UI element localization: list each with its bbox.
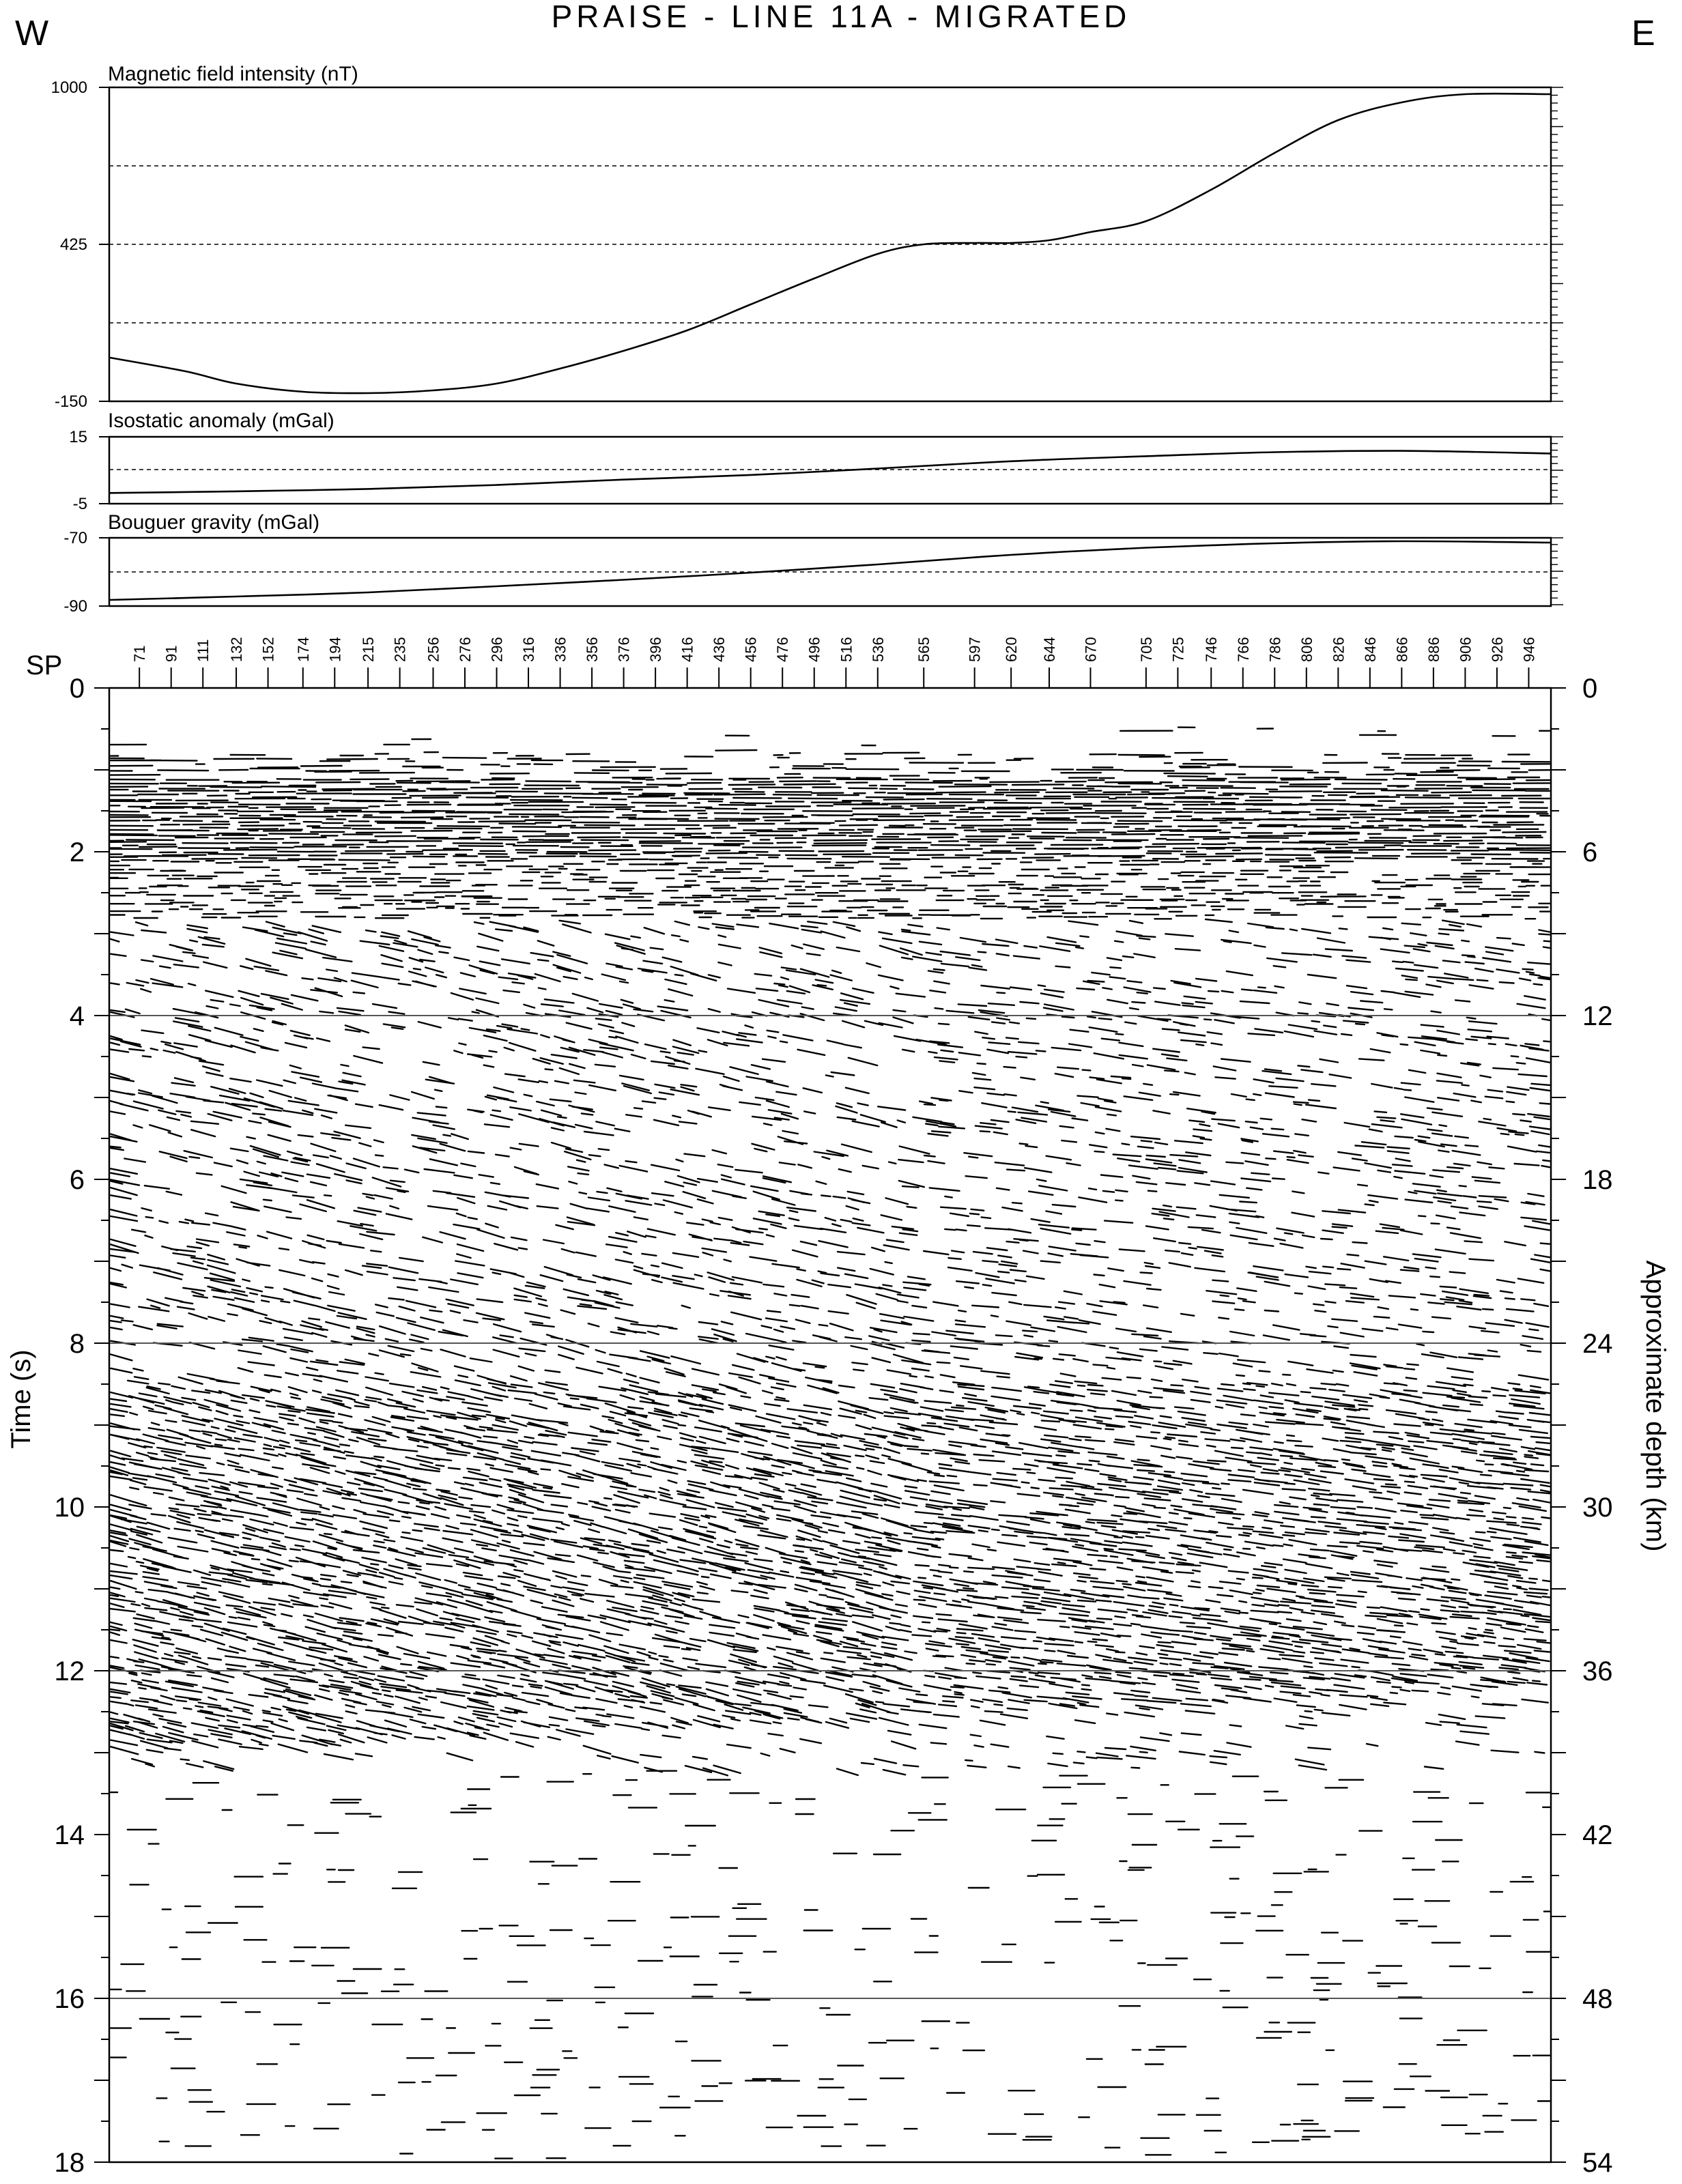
depth-tick-label: 42	[1582, 1820, 1613, 1850]
isostatic-y-tick-label: -5	[72, 495, 87, 513]
magnetic-right-ticks	[1551, 87, 1563, 401]
shot-point-label: 846	[1361, 637, 1379, 662]
time-axis-title: Time (s)	[6, 1349, 36, 1449]
time-tick-label: 0	[69, 674, 85, 704]
reflection-texture	[111, 728, 1550, 2159]
shot-point-label: 886	[1425, 637, 1442, 662]
west-label: W	[15, 14, 49, 53]
shot-point-label: 620	[1003, 637, 1021, 662]
seismic-frame	[109, 688, 1551, 2162]
bouguer-panel	[63, 511, 1563, 616]
depth-axis-ticks	[1551, 674, 1613, 2178]
shot-point-label: 276	[457, 637, 474, 662]
shot-point-label: 670	[1082, 637, 1100, 662]
bouguer-y-tick-label: -90	[63, 597, 87, 616]
time-tick-label: 8	[69, 1329, 85, 1359]
seismic-panel	[6, 637, 1670, 2178]
time-axis-ticks	[55, 674, 110, 2178]
magnetic-y-tick-label: -150	[54, 392, 87, 411]
isostatic-panel	[69, 410, 1563, 513]
shot-point-label: 516	[838, 637, 855, 662]
shot-point-label: 746	[1203, 637, 1221, 662]
shot-point-label: 256	[425, 637, 442, 662]
shot-point-label: 866	[1393, 637, 1411, 662]
depth-axis-title: Approximate depth (km)	[1640, 1260, 1670, 1552]
sp-axis-label: SP	[26, 650, 63, 680]
bouguer-y-tick-label: -70	[63, 529, 87, 547]
time-tick-label: 6	[69, 1165, 85, 1195]
shot-point-label: 194	[326, 637, 344, 662]
bouguer-curve	[110, 541, 1550, 600]
shot-point-label: 906	[1457, 637, 1474, 662]
shot-point-label: 565	[915, 637, 933, 662]
shot-point-label: 336	[552, 637, 569, 662]
isostatic-y-tick-label: 15	[69, 428, 87, 446]
time-tick-label: 12	[54, 1656, 85, 1686]
shot-point-label: 926	[1488, 637, 1506, 662]
shot-point-label: 806	[1298, 637, 1315, 662]
bouguer-right-ticks	[1551, 538, 1563, 605]
shot-point-label: 215	[360, 637, 377, 662]
shot-point-label: 496	[806, 637, 823, 662]
shot-point-label: 826	[1330, 637, 1348, 662]
magnetic-curve	[110, 94, 1550, 393]
figure-title: PRAISE - LINE 11A - MIGRATED	[551, 0, 1131, 34]
shot-point-label: 766	[1234, 637, 1252, 662]
shot-point-label: 725	[1169, 637, 1187, 662]
shot-point-label: 316	[520, 637, 538, 662]
depth-tick-label: 0	[1582, 674, 1598, 704]
shot-point-label: 91	[162, 645, 180, 662]
shot-point-label: 946	[1520, 637, 1538, 662]
isostatic-panel-title: Isostatic anomaly (mGal)	[108, 410, 334, 432]
shot-point-label: 786	[1266, 637, 1284, 662]
shot-point-label: 152	[259, 637, 277, 662]
time-tick-label: 10	[54, 1493, 85, 1523]
shot-point-label: 597	[966, 637, 984, 662]
isostatic-right-ticks	[1551, 437, 1563, 504]
isostatic-curve	[110, 451, 1550, 493]
shot-point-label: 476	[774, 637, 792, 662]
shot-point-label: 536	[869, 637, 887, 662]
shot-point-label: 644	[1040, 637, 1058, 662]
time-tick-label: 16	[54, 1984, 85, 2014]
shot-point-label: 71	[131, 645, 149, 662]
depth-tick-label: 12	[1582, 1001, 1613, 1031]
depth-tick-label: 6	[1582, 837, 1598, 867]
shot-point-label: 174	[294, 637, 312, 662]
depth-tick-label: 30	[1582, 1493, 1613, 1523]
depth-tick-label: 54	[1582, 2148, 1613, 2178]
time-tick-label: 18	[54, 2148, 85, 2178]
east-label: E	[1631, 14, 1655, 53]
shot-point-label: 436	[711, 637, 728, 662]
depth-tick-label: 24	[1582, 1329, 1613, 1359]
shot-point-label: 235	[391, 637, 409, 662]
shot-point-label: 396	[647, 637, 665, 662]
bouguer-panel-title: Bouguer gravity (mGal)	[108, 511, 320, 534]
shot-point-label: 456	[742, 637, 760, 662]
shot-point-label: 705	[1137, 637, 1155, 662]
magnetic-panel	[51, 63, 1563, 411]
shot-point-label: 111	[195, 639, 212, 662]
magnetic-y-tick-label: 425	[59, 235, 87, 254]
shot-point-label: 416	[679, 637, 696, 662]
time-tick-label: 4	[69, 1001, 85, 1031]
time-tick-label: 14	[54, 1820, 85, 1850]
seismic-reflections	[111, 728, 1550, 2159]
time-tick-label: 2	[69, 837, 85, 867]
magnetic-y-tick-label: 1000	[51, 78, 87, 97]
depth-tick-label: 36	[1582, 1656, 1613, 1686]
shot-point-label: 376	[615, 637, 633, 662]
shot-point-labels	[131, 637, 1537, 688]
shot-point-label: 296	[488, 637, 506, 662]
shot-point-label: 356	[584, 637, 601, 662]
depth-tick-label: 18	[1582, 1165, 1613, 1195]
depth-tick-label: 48	[1582, 1984, 1613, 2014]
shot-point-label: 132	[228, 637, 246, 662]
magnetic-panel-title: Magnetic field intensity (nT)	[108, 63, 358, 85]
